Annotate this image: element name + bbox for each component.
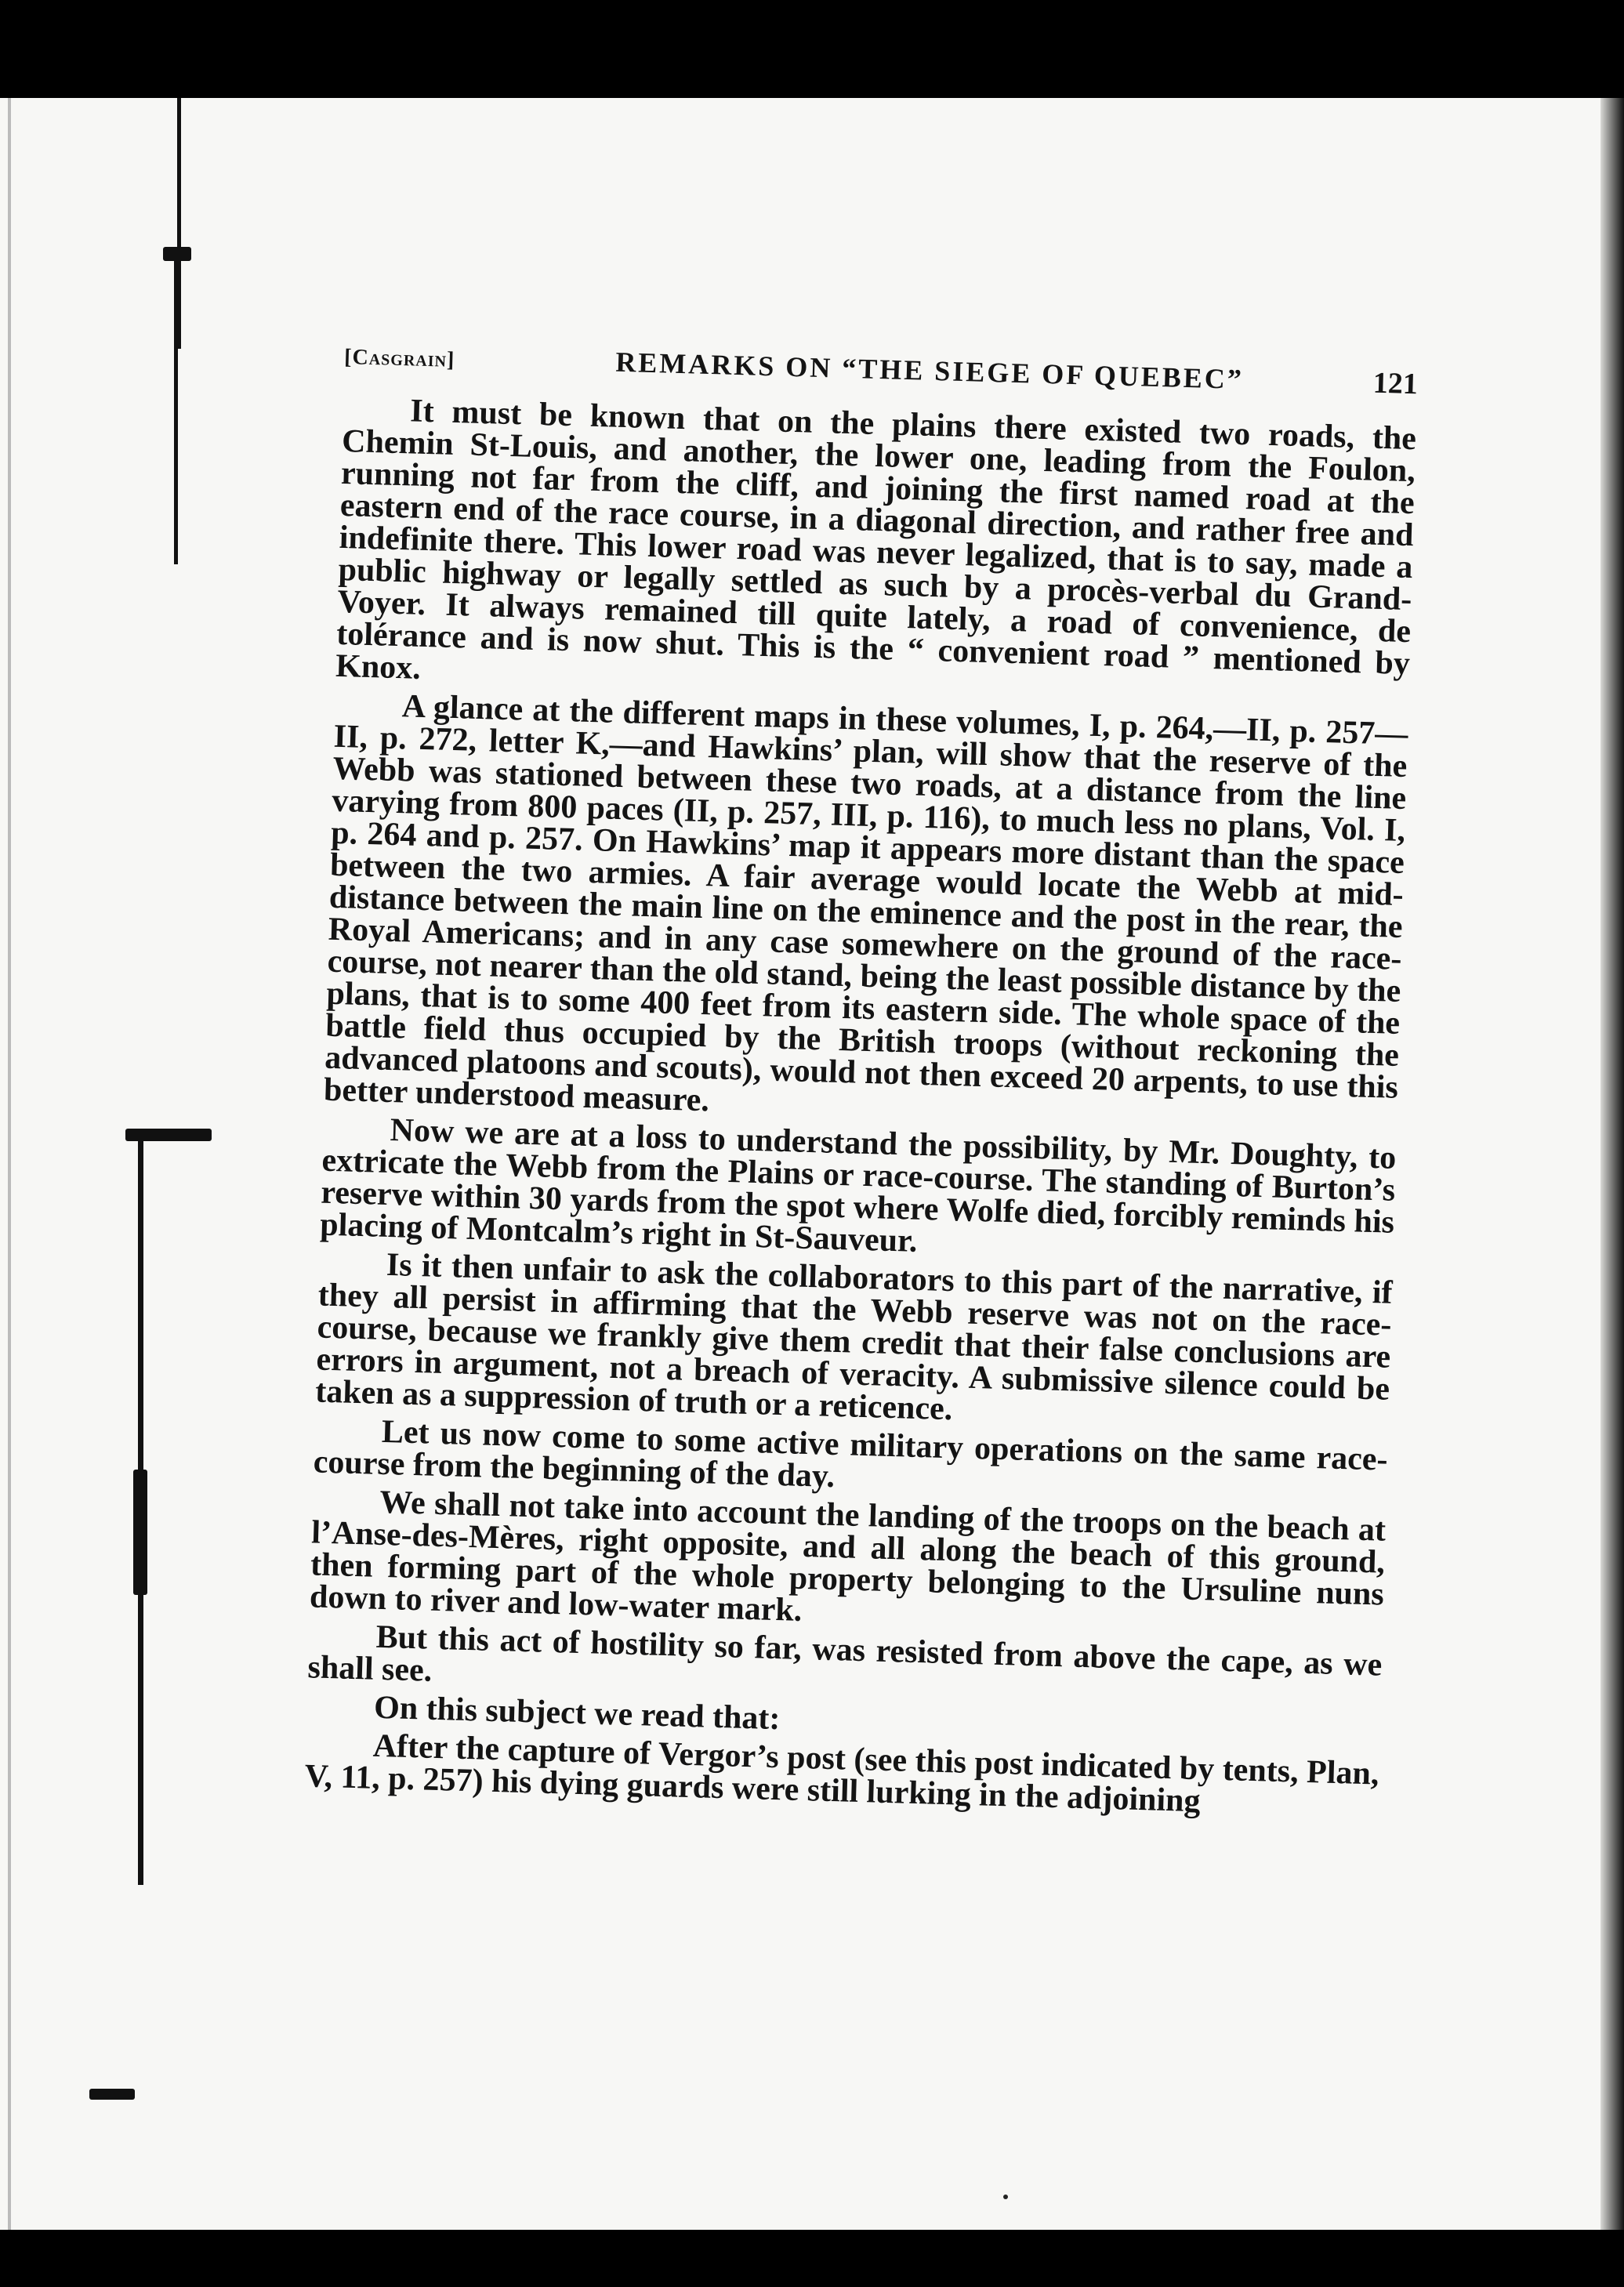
- ink-speck: [1003, 2195, 1008, 2199]
- page-number: 121: [1372, 366, 1419, 401]
- paragraph: It must be known that on the plains there existed two roads, the Chemin St-Louis, and another, the lower one, leading from the Foulon, running not far from the cliff, and joining the first named road at the eastern end of the race course, in a diagonal direction, and rather free and indefinite there. This lower road was never legalized, that is to say, made a public highway or legally settled as such by a procès-verbal du Grand-Voyer. It always remained till quite lately, a road of convenience, de tolérance and is now shut. This is the “ convenient road ” mentioned by Knox.: [335, 393, 1417, 687]
- header-author: [Casgrain]: [343, 344, 455, 372]
- paragraph: After the capture of Vergor’s post (see this post indicated by tents, Plan, V, 11, p. 257) his dying guards were still lurking in the adjoining: [304, 1727, 1379, 1820]
- paragraph: On this subject we read that:: [373, 1689, 781, 1738]
- header-title: REMARKS ON “THE SIEGE OF QUEBEC”: [614, 346, 1245, 396]
- paragraph: But this act of hostility so far, was resisted from above the cape, as we shall see.: [306, 1618, 1383, 1689]
- page-edge-shadow: [1600, 98, 1624, 2230]
- paragraph: We shall not take into account the landing of the troops on the beach at l’Anse-des-Mères, right opposite, and all along the beach of this ground, then forming part of the whole property belonging to the Ursuline nuns down to river and low-water mark.: [309, 1484, 1387, 1629]
- paragraph: Let us now come to some active military operations on the same race-course from the beginning of the day.: [313, 1413, 1389, 1495]
- paragraph: Is it then unfair to ask the collaborators to this part of the narrative, if they all persist in affirming that the Webb reserve was not on the race-course, because we frankly give them credit that their false conclusions are errors in argument, not a breach of veracity. A submissive silence could be taken as a suppression of truth or a reticence.: [314, 1246, 1394, 1428]
- paragraph: A glance at the different maps in these volumes, I, p. 264,—II, p. 257—II, p. 272, letter K,—and Hawkins’ plan, will show that the reserve of the Webb was stationed between these two roads, at a distance from the line varying from 800 paces (II, p. 257, III, p. 116), to much less no plans, Vol. I, p. 264 and p. 257. On Hawkins’ map it appears more distant than the space between the two armies. A fair average would locate the Webb at mid-distance between the main line on the eminence and the post in the rear, the Royal Americans; and in any case somewhere on the ground of the race-course, not nearer than the old stand, being the least possible distance by the plans, that is to some 400 feet from its eastern side. The whole space of the battle field thus occupied by the British troops (without reckoning the advanced platoons and scouts), would not then exceed 20 arpents, to use this better understood measure.: [323, 688, 1409, 1119]
- page-text: [304, 337, 1418, 1823]
- paragraph: Now we are at a loss to understand the possibility, by Mr. Doughty, to extricate the Webb from the Plains or race-course. The standing of Burton’s reserve within 30 yards from the spot where Wolfe died, forcibly reminds his placing of Montcalm’s right in St-Sauveur.: [319, 1112, 1397, 1259]
